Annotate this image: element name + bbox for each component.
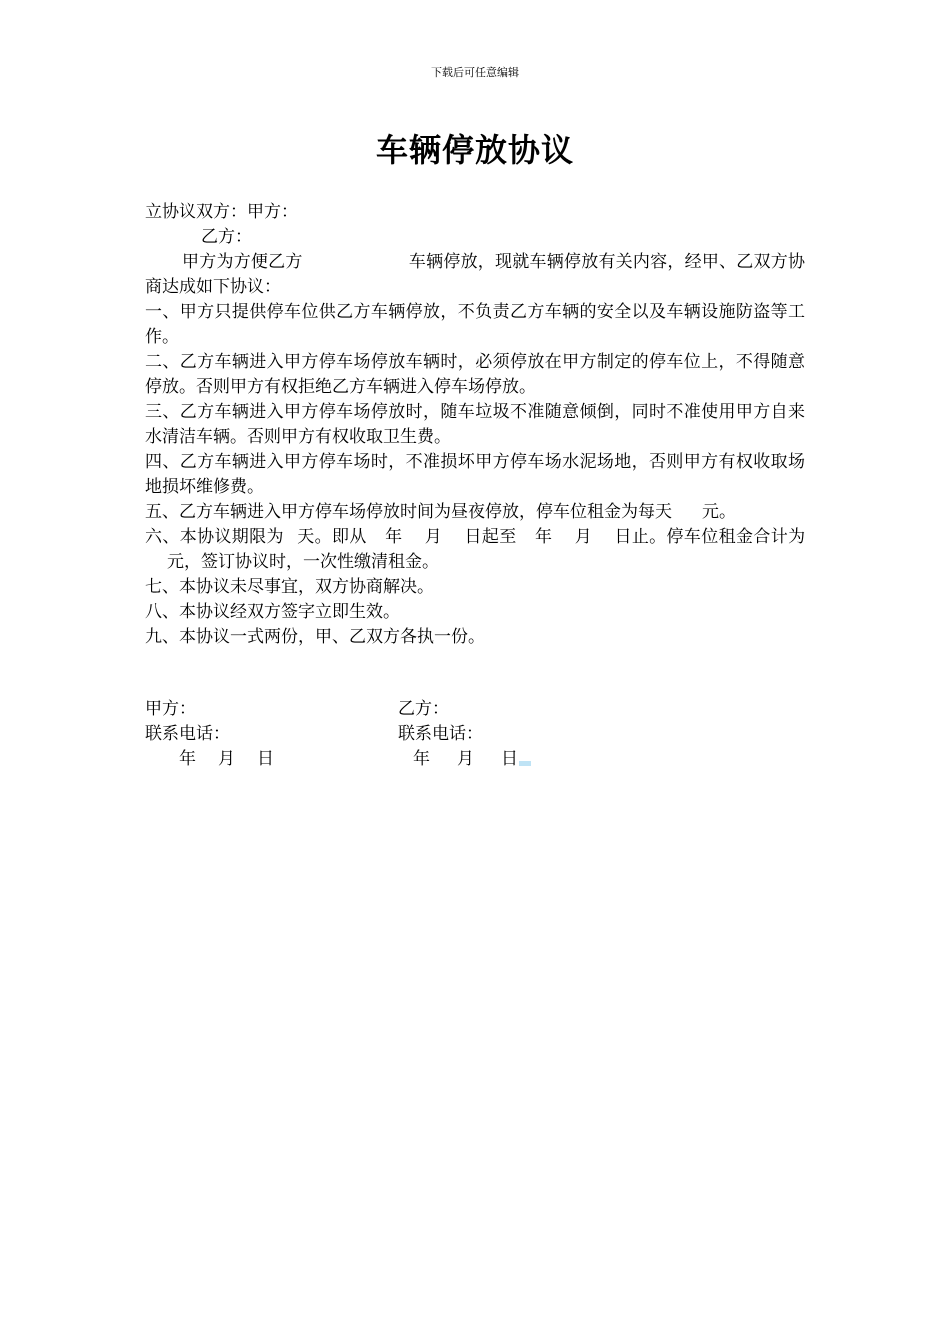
clause-5-unit: 元。	[702, 502, 736, 522]
clause-9: 九、本协议一式两份，甲、乙双方各执一份。	[145, 627, 485, 647]
party-a-year: 年	[179, 749, 196, 769]
parties-intro: 立协议双方：甲方：	[145, 202, 298, 222]
clause-6-p2: 天。即从	[296, 527, 367, 547]
clause-5-text: 五、乙方车辆进入甲方停车场停放时间为昼夜停放，停车位租金为每天	[145, 502, 672, 522]
clause-6	[145, 525, 805, 575]
preamble-part1: 甲方为方便乙方	[182, 252, 303, 272]
preamble-part2: 车辆停放，现就车辆停放有关内容，经甲、乙双方协商达成如下协议：	[145, 252, 806, 297]
clause-1: 一、甲方只提供停车位供乙方车辆停放，不负责乙方车辆的安全以及车辆设施防盗等工作。	[145, 302, 805, 347]
party-a-date	[179, 747, 274, 772]
clause-3: 三、乙方车辆进入甲方停车场停放时，随车垃圾不准随意倾倒，同时不准使用甲方自来水清洁车辆。否则甲方有权收取卫生费。	[145, 402, 805, 447]
clause-6-p9: 合计为	[753, 527, 806, 547]
party-a-phone: 联系电话：	[145, 724, 230, 744]
clause-6-p7: 月	[574, 527, 593, 547]
clause-4: 四、乙方车辆进入甲方停车场时，不准损坏甲方停车场水泥场地，否则甲方有权收取场地损坏维修费。	[145, 452, 805, 497]
text-cursor-mark	[519, 761, 531, 766]
party-b-line: 乙方：	[201, 227, 252, 247]
clause-7: 七、本协议未尽事宜，双方协商解决。	[145, 577, 434, 597]
signature-block	[145, 697, 805, 772]
clause-5	[145, 500, 805, 525]
party-a-sign: 甲方：	[145, 699, 196, 719]
party-b-phone: 联系电话：	[398, 724, 483, 744]
clause-6-p6: 年	[534, 527, 553, 547]
party-a-month: 月	[218, 749, 235, 769]
header-note: 下载后可任意编辑	[431, 66, 519, 79]
clause-8: 八、本协议经双方签字立即生效。	[145, 602, 400, 622]
party-a-day: 日	[257, 749, 274, 769]
document-title: 车辆停放协议	[375, 131, 574, 169]
clause-6-p8: 日止。停车位租金	[614, 527, 754, 547]
clause-6-p1: 六、本协议期限为	[145, 527, 284, 547]
party-b-sign: 乙方：	[398, 699, 449, 719]
clause-6-p10: 元，签订协议时，一次性缴清租金。	[167, 552, 439, 572]
agreement-body	[145, 200, 805, 650]
clause-6-p5: 日起至	[464, 527, 517, 547]
clause-6-p4: 月	[424, 527, 443, 547]
party-b-date	[413, 747, 531, 772]
clause-2: 二、乙方车辆进入甲方停车场停放车辆时，必须停放在甲方制定的停车位上，不得随意停放。否则甲方有权拒绝乙方车辆进入停车场停放。	[145, 352, 805, 397]
party-b-month: 月	[457, 749, 474, 769]
party-b-year: 年	[413, 749, 430, 769]
preamble	[145, 250, 805, 300]
clause-6-p3: 年	[384, 527, 403, 547]
party-b-day: 日	[501, 749, 518, 769]
